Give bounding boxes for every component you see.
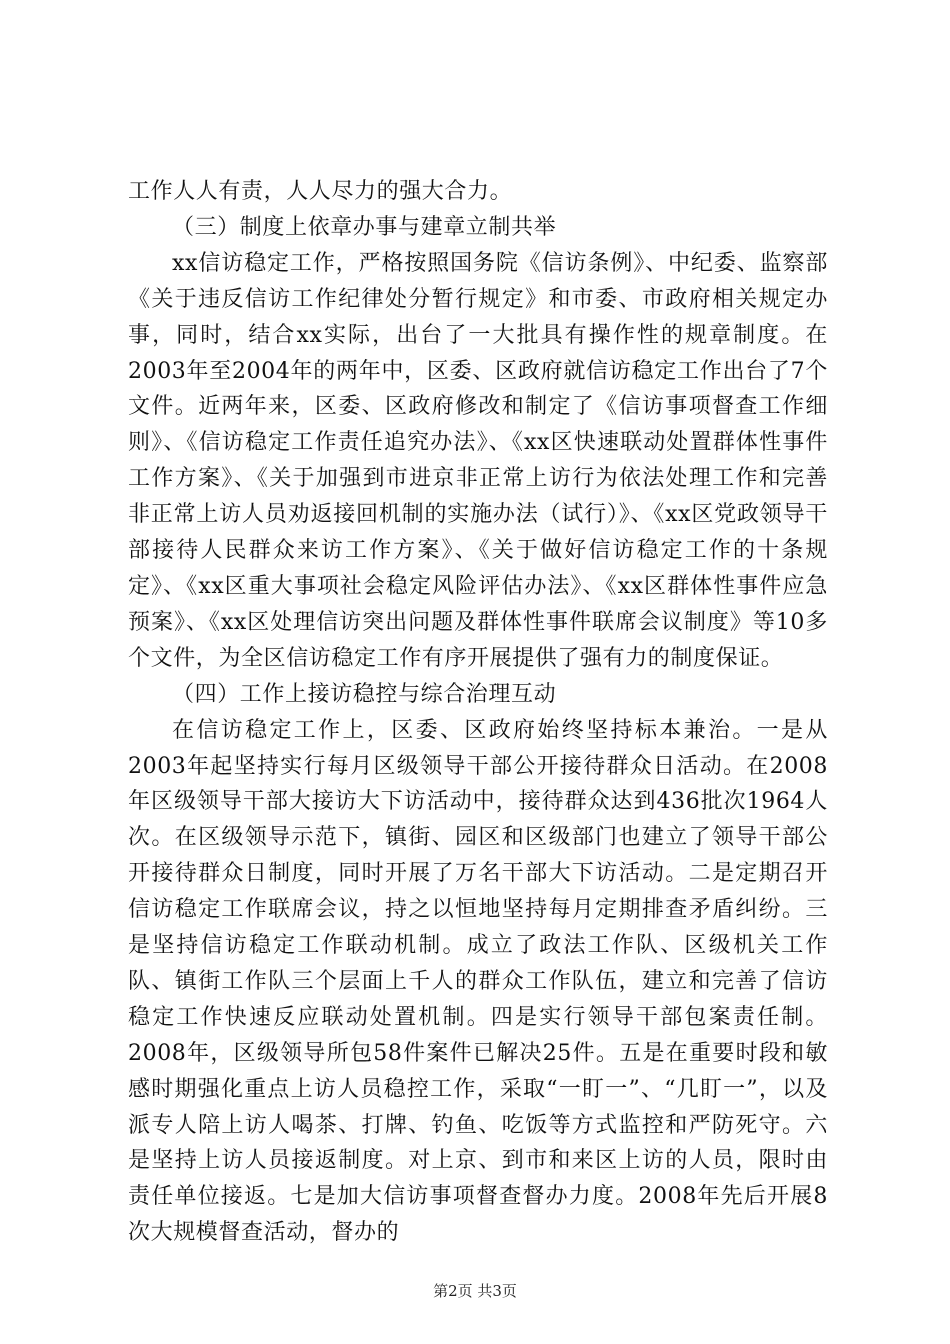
paragraph-work-measures: 在信访稳定工作上，区委、区政府始终坚持标本兼治。一是从2003年起坚持实行每月区级领导干部公开接待群众日活动。在2008年区级领导干部大接访大下访活动中，接待群众达到436批次1964人次。在区级领导示范下，镇街、园区和区级部门也建立了领导干部公开接待群众日制度，同时开展了万名干部大下访活动。二是定期召开信访稳定工作联席会议，持之以恒地坚持每月定期排查矛盾纠纷。三是坚持信访稳定工作联动机制。成立了政法工作队、区级机关工作队、镇街工作队三个层面上千人的群众工作队伍，建立和完善了信访稳定工作快速反应联动处置机制。四是实行领导干部包案责任制。2008年，区级领导所包58件案件已解决25件。五是在重要时段和敏感时期强化重点上访人员稳控工作，采取“一盯一”、“几盯一”，以及派专人陪上访人喝茶、打牌、钓鱼、吃饭等方式监控和严防死守。六是坚持上访人员接返制度。对上京、到市和来区上访的人员，限时由责任单位接返。七是加大信访事项督查督办力度。2008年先后开展8次大规模督查活动，督办的 — [128, 717, 828, 1246]
document-body — [128, 174, 828, 1251]
section-heading-4: （四）工作上接访稳控与综合治理互动 — [172, 681, 557, 707]
section-heading-3: （三）制度上依章办事与建章立制共举 — [172, 214, 557, 240]
page-footer — [0, 1280, 950, 1301]
paragraph-continuation: 工作人人有责，人人尽力的强大合力。 — [128, 179, 513, 204]
page-number-label: 第2页 共3页 — [433, 1282, 517, 1300]
paragraph-regulations: xx信访稳定工作，严格按照国务院《信访条例》、中纪委、监察部《关于违反信访工作纪律处分暂行规定》和市委、市政府相关规定办事，同时，结合xx实际，出台了一大批具有操作性的规章制度。在2003年至2004年的两年中，区委、区政府就信访稳定工作出台了7个文件。近两年来，区委、区政府修改和制定了《信访事项督查工作细则》、《信访稳定工作责任追究办法》、《xx区快速联动处置群体性事件工作方案》、《关于加强到市进京非正常上访行为依法处理工作和完善非正常上访人员劝返接回机制的实施办法（试行）》、《xx区党政领导干部接待人民群众来访工作方案》、《关于做好信访稳定工作的十条规定》、《xx区重大事项社会稳定风险评估办法》、《xx区群体性事件应急预案》、《xx区处理信访突出问题及群体性事件联席会议制度》等10多个文件，为全区信访稳定工作有序开展提供了强有力的制度保证。 — [128, 250, 828, 671]
